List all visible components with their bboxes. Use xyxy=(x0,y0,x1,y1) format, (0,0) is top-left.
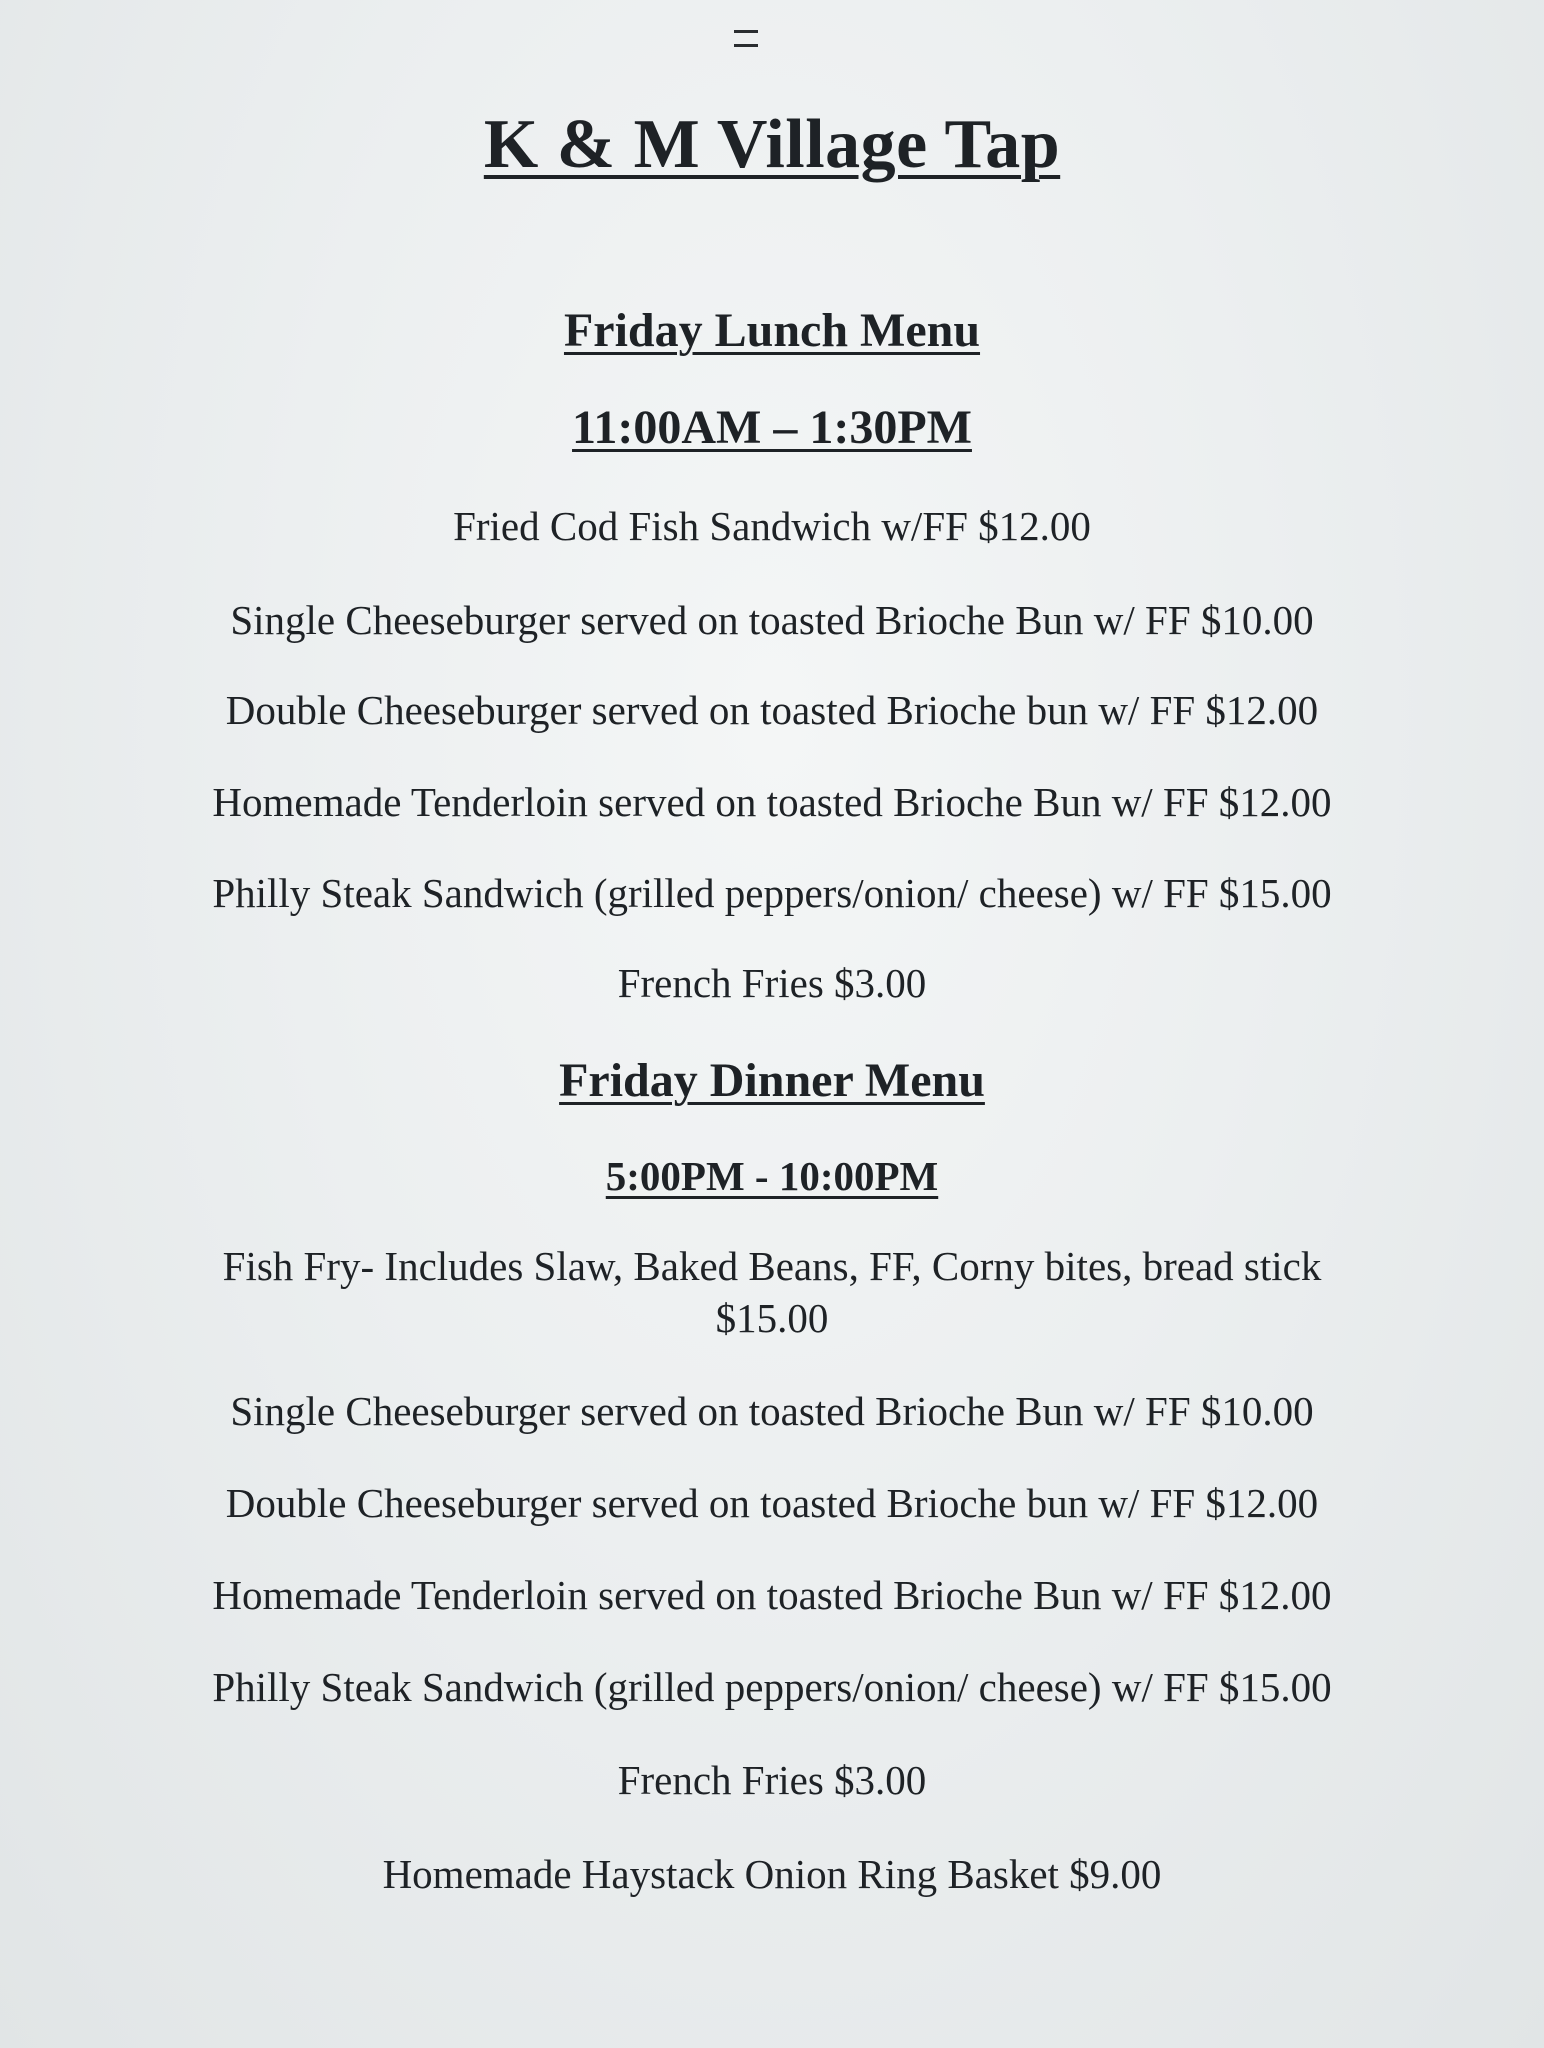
dinner-hours: 5:00PM - 10:00PM xyxy=(605,1153,939,1199)
lunch-item: Double Cheeseburger served on toasted Brioche bun w/ FF $12.00 xyxy=(225,687,1319,733)
lunch-item: Single Cheeseburger served on toasted Brioche Bun w/ FF $10.00 xyxy=(230,597,1314,643)
lunch-item: Philly Steak Sandwich (grilled peppers/onion/ cheese) w/ FF $15.00 xyxy=(212,870,1332,916)
dinner-item: French Fries $3.00 xyxy=(617,1757,927,1803)
lunch-item: Homemade Tenderloin served on toasted Brioche Bun w/ FF $12.00 xyxy=(212,779,1332,825)
dinner-item: Double Cheeseburger served on toasted Brioche bun w/ FF $12.00 xyxy=(225,1480,1319,1526)
page-marker xyxy=(734,26,758,50)
dinner-menu-heading: Friday Dinner Menu xyxy=(559,1054,985,1107)
fish-fry-price: $15.00 xyxy=(715,1295,829,1341)
dinner-item: Single Cheeseburger served on toasted Brioche Bun w/ FF $10.00 xyxy=(230,1388,1314,1434)
dinner-item: Homemade Haystack Onion Ring Basket $9.00 xyxy=(382,1851,1162,1897)
lunch-item: Fried Cod Fish Sandwich w/FF $12.00 xyxy=(453,503,1091,549)
lunch-hours: 11:00AM – 1:30PM xyxy=(572,401,972,454)
dinner-item: Homemade Tenderloin served on toasted Brioche Bun w/ FF $12.00 xyxy=(212,1572,1332,1618)
lunch-item: French Fries $3.00 xyxy=(617,960,927,1006)
dinner-item: Philly Steak Sandwich (grilled peppers/onion/ cheese) w/ FF $15.00 xyxy=(212,1664,1332,1710)
fish-fry-item xyxy=(0,1240,1544,1344)
fish-fry-description: Fish Fry- Includes Slaw, Baked Beans, FF, Corny bites, bread stick xyxy=(222,1243,1322,1289)
lunch-menu-heading: Friday Lunch Menu xyxy=(563,304,981,357)
restaurant-title: K & M Village Tap xyxy=(483,106,1061,183)
